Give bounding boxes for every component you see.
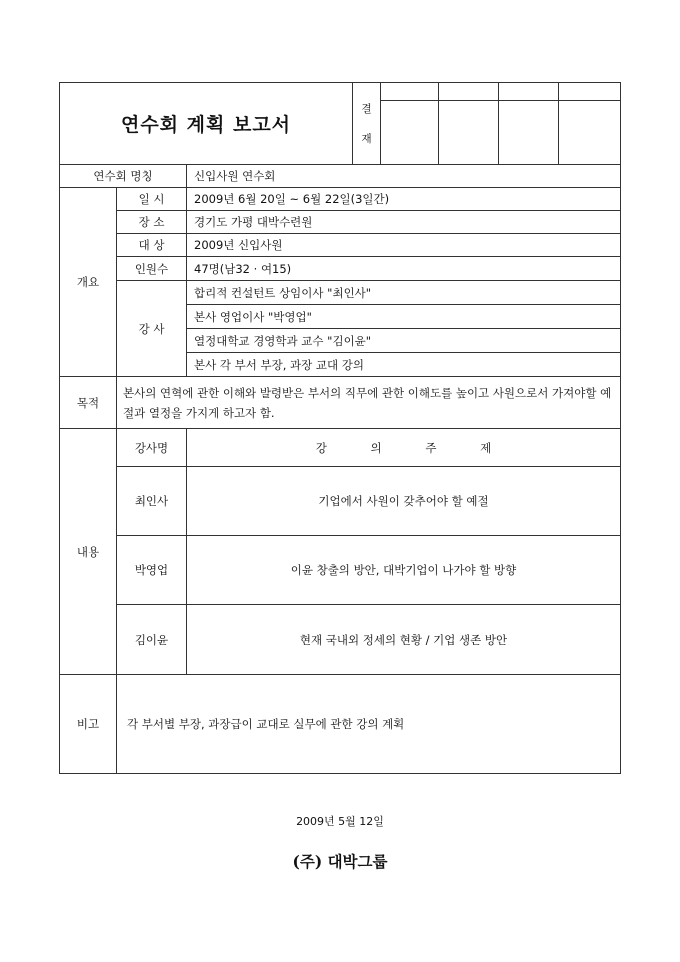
report-table [59,82,621,774]
name-value: 신입사원 연수회 [187,165,621,188]
lecturer-item: 열정대학교 경영학과 교수 "김이윤" [187,329,621,353]
content-col-topic-text: 강 의 주 제 [315,440,492,455]
purpose-text: 본사의 연혁에 관한 이해와 발령받은 부서의 직무에 관한 이해도를 높이고 사원으로서 가져야할 예절과 열정을 가지게 하고자 함. [117,377,621,429]
purpose-label: 목적 [60,377,117,429]
approval-label-bottom: 재 [361,132,372,145]
content-row-topic: 기업에서 사원이 갖추어야 할 예절 [187,467,621,536]
lecturer-label: 강 사 [117,281,187,377]
report-date: 2009년 5월 12일 [296,815,384,828]
approval-label-top: 결 [361,102,372,115]
overview-row-value: 2009년 6월 20일 ~ 6월 22일(3일간) [187,188,621,211]
approval-sign-cell [381,101,439,165]
approval-sign-cell [439,101,499,165]
remarks-label: 비고 [60,675,117,774]
approval-header-cell [499,83,559,101]
lecturer-item: 본사 영업이사 "박영업" [187,305,621,329]
overview-row-label: 대 상 [117,234,187,257]
content-row-topic: 이윤 창출의 방안, 대박기업이 나가야 할 방향 [187,536,621,605]
approval-sign-cell [499,101,559,165]
approval-header-cell [439,83,499,101]
overview-row-label: 인원수 [117,257,187,281]
overview-row-value: 2009년 신입사원 [187,234,621,257]
company-name: (주) 대박그룹 [292,852,388,871]
overview-label: 개요 [60,188,117,377]
approval-header-cell [381,83,439,101]
content-col-lecturer: 강사명 [117,429,187,467]
approval-label [353,83,381,165]
remarks-text: 각 부서별 부장, 과장급이 교대로 실무에 관한 강의 계획 [117,675,621,774]
report-title: 연수회 계획 보고서 [60,83,353,165]
content-row-topic: 현재 국내외 정세의 현황 / 기업 생존 방안 [187,605,621,675]
lecturer-item: 본사 각 부서 부장, 과장 교대 강의 [187,353,621,377]
approval-sign-cell [559,101,621,165]
content-col-topic [187,429,621,467]
approval-header-cell [559,83,621,101]
content-label: 내용 [60,429,117,675]
name-label: 연수회 명칭 [60,165,187,188]
overview-row-value: 경기도 가평 대박수련원 [187,211,621,234]
content-row-name: 최인사 [117,467,187,536]
lecturer-item: 합리적 컨설턴트 상임이사 "최인사" [187,281,621,305]
overview-row-value: 47명(남32 · 여15) [187,257,621,281]
overview-row-label: 장 소 [117,211,187,234]
content-row-name: 김이윤 [117,605,187,675]
overview-row-label: 일 시 [117,188,187,211]
content-row-name: 박영업 [117,536,187,605]
